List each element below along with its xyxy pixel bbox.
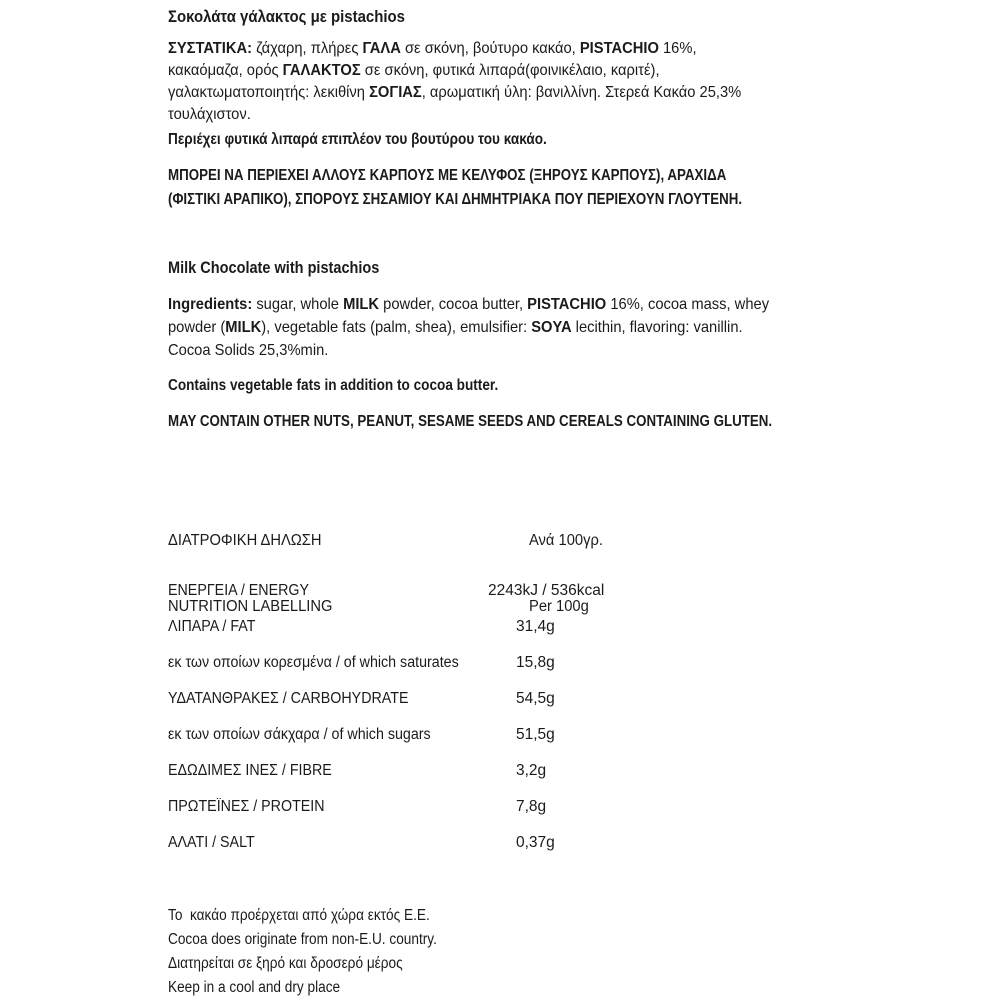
product-title-greek: Σοκολάτα γάλακτος με pistachios [168,7,405,26]
nutrition-row [168,833,788,853]
text-line: Keep in a cool and dry place [168,979,341,996]
nutrient-value: 31,4g [516,618,555,635]
emphasized-ingredient: Ingredients: [168,296,253,313]
contains-vegetable-fats-statement-english: Contains vegetable fats in addition to cocoa butter. [168,377,499,394]
nutrition-row [168,725,788,745]
ingredient-text: κακαόμαζα, ορός [168,62,283,79]
text-line: Το κακάο προέρχεται από χώρα εκτός Ε.Ε. [168,907,430,924]
contains-vegetable-fats-statement-greek: Περιέχει φυτικά λιπαρά επιπλέον του βουτύρου του κακάο. [168,131,547,148]
per-100g-label-english: Per 100g [529,598,589,615]
nutrition-row [168,761,788,781]
nutrition-row [168,617,788,637]
nutrient-value: 3,2g [516,762,547,779]
nutrition-row [168,797,788,817]
nutrition-declaration-label-greek: ΔΙΑΤΡΟΦΙΚΗ ΔΗΛΩΣΗ [168,532,322,549]
ingredient-text: Cocoa Solids 25,3%min. [168,342,329,359]
nutrient-label: ΕΔΩΔΙΜΕΣ ΙΝΕΣ / FIBRE [168,762,332,779]
ingredient-text: γαλακτωματοποιητής: λεκιθίνη [168,84,370,101]
emphasized-ingredient: SOYA [531,319,572,336]
emphasized-ingredient: ΓΑΛΑ [362,40,401,57]
ingredient-text: ), vegetable fats (palm, shea), emulsifier: [261,319,532,336]
nutrient-label: ΕΝΕΡΓΕΙΑ / ENERGY [168,582,310,599]
nutrition-table [168,0,788,900]
ingredient-text: 16%, cocoa mass, whey [606,296,770,313]
nutrition-row [168,653,788,673]
emphasized-ingredient: ΣΥΣΤΑΤΙΚΑ: [168,40,253,57]
ingredient-text: 16%, [658,40,697,57]
nutrient-value: 54,5g [516,690,555,707]
ingredient-text: τουλάχιστον. [168,106,251,123]
nutrient-label: εκ των οποίων σάκχαρα / of which sugars [168,726,431,743]
nutrient-value: 15,8g [516,654,555,671]
nutrient-label: ΥΔΑΤΑΝΘΡΑΚΕΣ / CARBOHYDRATE [168,690,409,707]
nutrient-value: 0,37g [516,834,555,851]
ingredient-text: sugar, whole [252,296,344,313]
text-line: Cocoa does originate from non-E.U. country. [168,931,437,948]
ingredient-text: powder, cocoa butter, [379,296,528,313]
ingredient-text: σε σκόνη, βούτυρο κακάο, [400,40,580,57]
nutrient-label: εκ των οποίων κορεσμένα / of which saturates [168,654,459,671]
nutrition-declaration-label-english: NUTRITION LABELLING [168,598,333,615]
product-title-english: Milk Chocolate with pistachios [168,259,380,277]
emphasized-ingredient: MILK [225,319,262,336]
per-100g-label-greek: Ανά 100γρ. [529,532,603,549]
text-line: ΜΠΟΡΕΙ ΝΑ ΠΕΡΙΕΧΕΙ ΑΛΛΟΥΣ ΚΑΡΠΟΥΣ ΜΕ ΚΕΛΥΦΟΣ (ΞΗΡΟΥΣ ΚΑΡΠΟΥΣ), ΑΡΑΧΙΔΑ [168,167,727,184]
allergen-warning-english: MAY CONTAIN OTHER NUTS, PEANUT, SESAME SEEDS AND CEREALS CONTAINING GLUTEN. [168,413,773,430]
emphasized-ingredient: PISTACHIO [527,296,607,313]
emphasized-ingredient: ΣΟΓΙΑΣ [369,84,422,101]
emphasized-ingredient: ΓΑΛΑΚΤΟΣ [282,62,361,79]
text-line: (ΦΙΣΤΙΚΙ ΑΡΑΠΙΚΟ), ΣΠΟΡΟΥΣ ΣΗΣΑΜΙΟΥ ΚΑΙ ΔΗΜΗΤΡΙΑΚΑ ΠΟΥ ΠΕΡΙΕΧΟΥΝ ΓΛΟΥΤΕΝΗ. [168,191,743,208]
nutrient-value: 7,8g [516,798,547,815]
emphasized-ingredient: PISTACHIO [579,40,659,57]
nutrient-label: ΑΛΑΤΙ / SALT [168,834,255,851]
nutrient-label: ΛΙΠΑΡΑ / FAT [168,618,256,635]
nutrient-value: 51,5g [516,726,555,743]
text-line: Διατηρείται σε ξηρό και δροσερό μέρος [168,955,403,972]
nutrient-value: 2243kJ / 536kcal [488,582,605,599]
nutrient-label: ΠΡΩΤΕΪΝΕΣ / PROTEIN [168,798,325,815]
ingredient-text: , αρωματική ύλη: βανιλλίνη. Στερεά Κακάο 25,3% [421,84,742,101]
storage-and-origin-notes [168,904,437,1000]
ingredient-text: powder ( [168,319,226,336]
nutrition-row [168,689,788,709]
ingredient-text: ζάχαρη, πλήρες [252,40,363,57]
emphasized-ingredient: MILK [343,296,380,313]
ingredient-text: σε σκόνη, φυτικά λιπαρά(φοινικέλαιο, καριτέ), [360,62,660,79]
nutrition-row [168,581,788,601]
ingredient-text: lecithin, flavoring: vanillin. [571,319,743,336]
